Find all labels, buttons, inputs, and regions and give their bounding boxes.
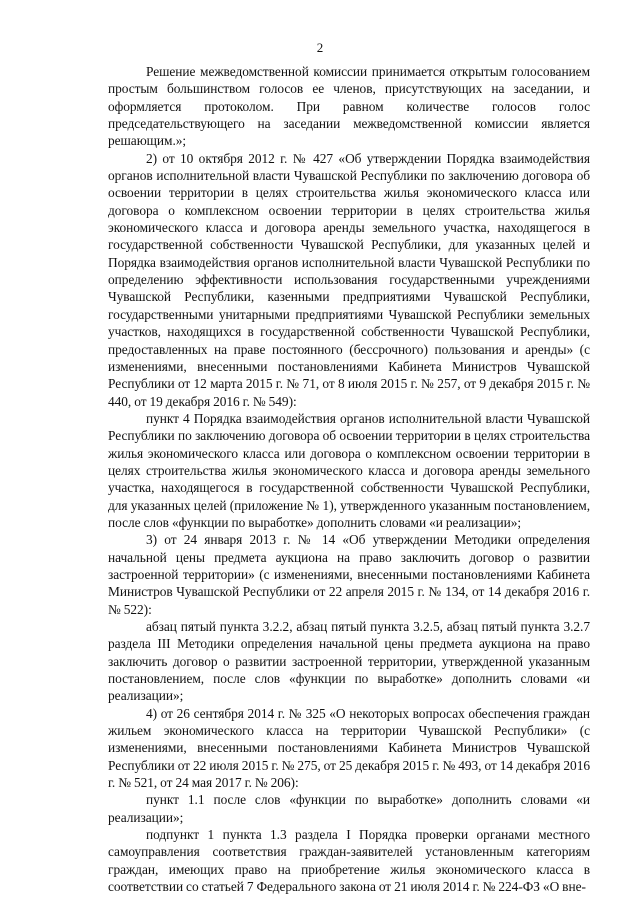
- paragraph-resolution-427: 2) от 10 октября 2012 г. № 427 «Об утверждении Порядка взаимодействия органов исполнительной власти Чувашской Республики по заключению договора об освоении территории в целях строительства жилья экономического класса или договора о комплексном освоении территории в целях строительства жилья экономического класса и договора аренды земельного участка, находящегося в государственной собственности Чувашской Республики, для указанных целей и Порядка взаимодействия органов исполнительной власти Чувашской Республики по определению эффективности использования государственными учреждениями Чувашской Республики, казенными предприятиями Чувашской Республики, государственными унитарными предприятиями Чувашской Республики земельных участков, находящихся в государственной собственности Чувашской Республики, предоставленных на праве постоянного (бессрочного) пользования и аренды» (с изменениями, внесенными постановлениями Кабинета Министров Чувашской Республики от 12 марта 2015 г. № 71, от 8 июля 2015 г. № 257, от 9 декабря 2015 г. № 440, от 19 декабря 2016 г. № 549):: [108, 150, 590, 409]
- paragraph-resolution-325: 4) от 26 сентября 2014 г. № 325 «О некоторых вопросах обеспечения граждан жильем экономического класса на территории Чувашской Республики» (с изменениями, внесенными постановлениями Кабинета Министров Чувашской Республики от 22 июля 2015 г. № 275, от 25 декабря 2015 г. № 493, от 14 декабря 2016 г. № 521, от 24 мая 2017 г. № 206):: [108, 705, 590, 791]
- paragraph-point-1-1-amendment: пункт 1.1 после слов «функции по выработке» дополнить словами «и реализации»;: [108, 792, 590, 825]
- paragraph-commission-decision: Решение межведомственной комиссии принимается открытым голосованием простым большинством голосов ее членов, присутствующих на заседании, и оформляется протоколом. При равном количестве голосов голос председательствующего на заседании межведомственной комиссии является решающим.»;: [108, 64, 590, 149]
- page-number: 2: [316, 40, 324, 55]
- paragraph-resolution-14: 3) от 24 января 2013 г. № 14 «Об утверждении Методики определения начальной цены предмета аукциона на право заключить договор о развитии застроенной территории» (с изменениями, внесенными постановлениями Кабинета Министров Чувашской Республики от 22 апреля 2015 г. № 134, от 14 декабря 2016 г. № 522):: [108, 532, 590, 617]
- document-body: [108, 63, 590, 896]
- paragraph-methodology-amendment: абзац пятый пункта 3.2.2, абзац пятый пункта 3.2.5, абзац пятый пункта 3.2.7 раздела III Методики определения начальной цены предмета аукциона на право заключить договор о развитии застроенной территории, утвержденной указанным постановлением, после слов «функции по выработке» дополнить словами «и реализации»;: [108, 619, 590, 704]
- paragraph-subpoint-1-amendment: подпункт 1 пункта 1.3 раздела I Порядка проверки органами местного самоуправления соответствия граждан-заявителей установленным категориям граждан, имеющих право на приобретение жилья экономического класса в соответствии со статьей 7 Федерального закона от 21 июля 2014 г. № 224-ФЗ «О вне-: [108, 827, 590, 895]
- paragraph-point-4-amendment: пункт 4 Порядка взаимодействия органов исполнительной власти Чувашской Республики по заключению договора об освоении территории в целях строительства жилья экономического класса или договора о комплексном освоении территории в целях строительства жилья экономического класса и договора аренды земельного участка, находящегося в государственной собственности Чувашской Республики, для указанных целей (приложение № 1), утвержденного указанным постановлением, после слов «функции по выработке» дополнить словами «и реализации»;: [108, 410, 590, 530]
